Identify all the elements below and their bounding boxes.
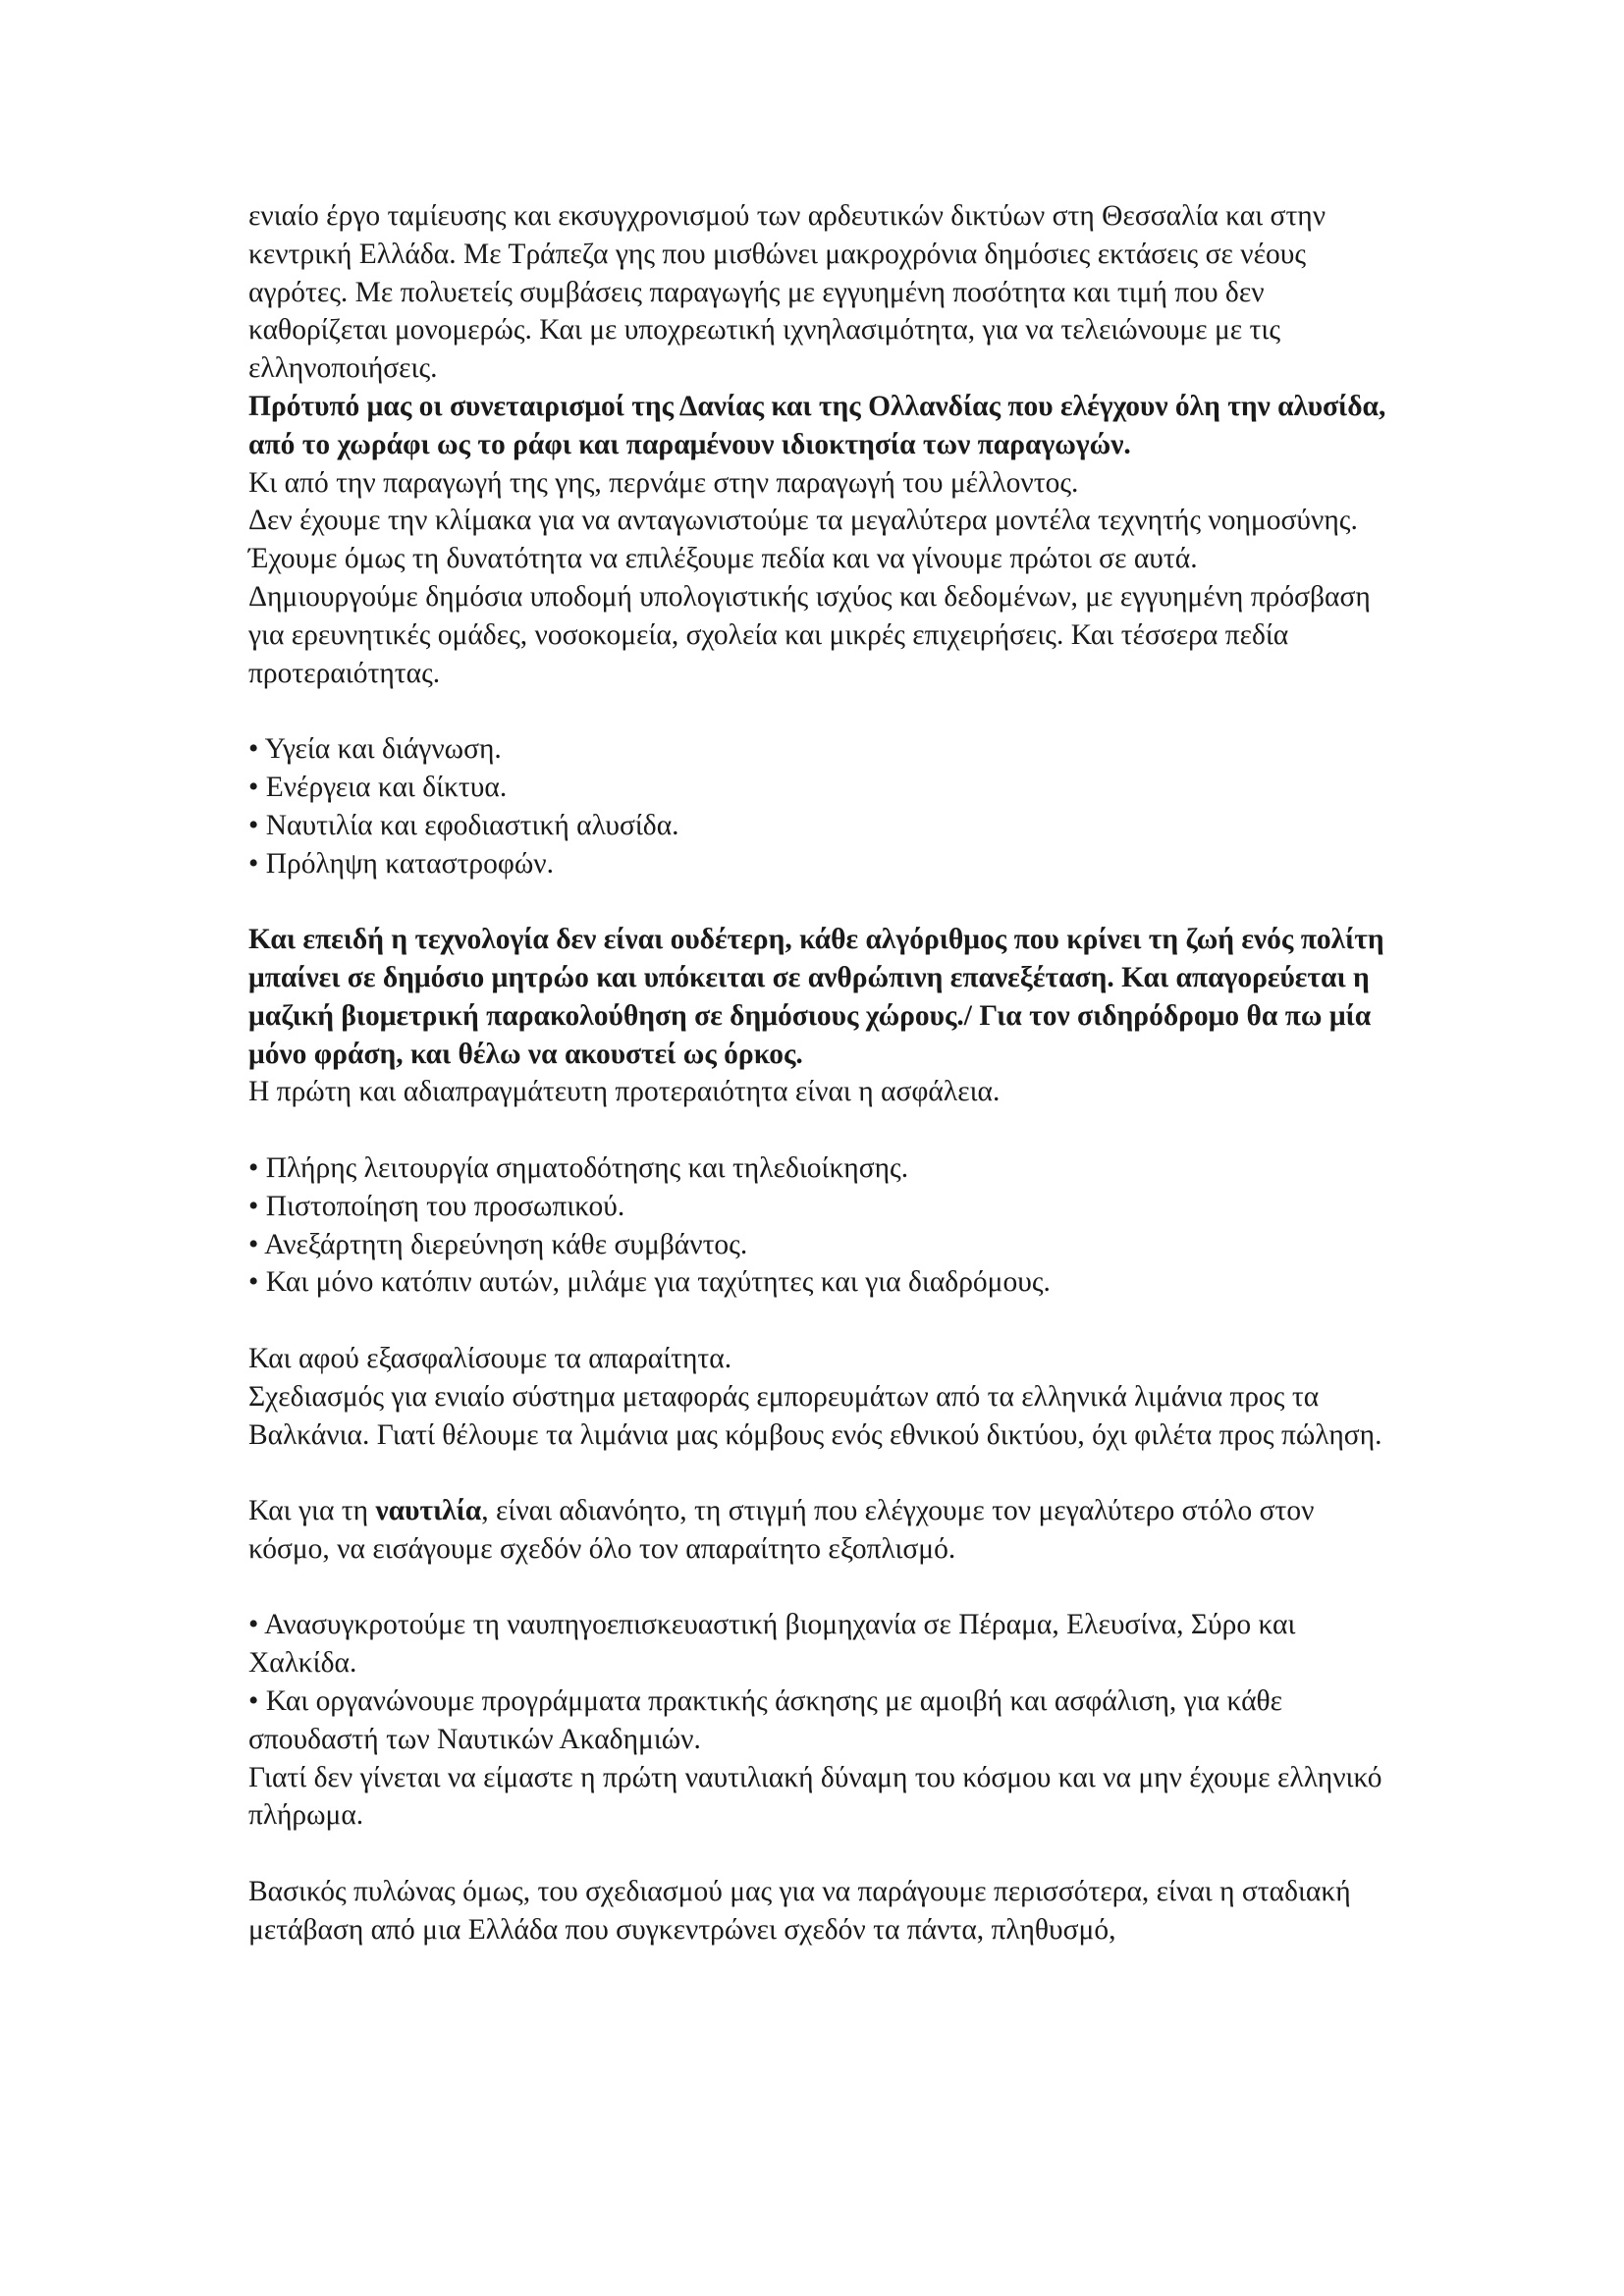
paragraph-future-production: Κι από την παραγωγή της γης, περνάμε στην παραγωγή του μέλλοντος.	[248, 466, 1079, 499]
shipping-keyword-bold: ναυτιλία	[375, 1495, 482, 1527]
list-item-rail: • Ανεξάρτητη διερεύνηση κάθε συμβάντος.	[248, 1228, 748, 1260]
paragraph-rail-safety: Η πρώτη και αδιαπραγμάτευτη προτεραιότητα είναι η ασφάλεια.	[248, 1076, 1001, 1108]
paragraph-after-essentials: Και αφού εξασφαλίσουμε τα απαραίτητα.	[248, 1342, 732, 1374]
paragraph-compute-infrastructure: Δημιουργούμε δημόσια υποδομή υπολογιστικής ισχύος και δεδομένων, με εγγυημένη πρόσβαση για ερευνητικές ομάδες, νοσοκομεία, σχολεία και μικρές επιχειρήσεις. Και τέσσερα πεδία προτεραιότητας.	[248, 580, 1371, 689]
shipping-intro-text: Και για τη	[248, 1495, 376, 1527]
list-item-ai-field: • Πρόληψη καταστροφών.	[248, 847, 554, 880]
paragraph-gap	[248, 1111, 1387, 1149]
paragraph-ai-scale: Δεν έχουμε την κλίμακα για να ανταγωνιστούμε τα μεγαλύτερα μοντέλα τεχνητής νοημοσύνης. Έχουμε όμως τη δυνατότητα να επιλέξουμε πεδία και να γίνουμε πρώτοι σε αυτά.	[248, 505, 1358, 575]
paragraph-irrigation: ενιαίο έργο ταμίευσης και εκσυγχρονισμού των αρδευτικών δικτύων στη Θεσσαλία και στην κεντρική Ελλάδα. Με Τράπεζα γης που μισθώνει μακροχρόνια δημόσιες εκτάσεις σε νέους αγρότες. Με πολυετείς συμβάσεις παραγωγής με εγγυημένη ποσότητα και τιμή που δεν καθορίζεται μονομερώς. Και με υποχρεωτική ιχνηλασιμότητα, για να τελειώνουμε με τις ελληνοποιήσεις.	[248, 200, 1326, 385]
list-item-shipping: • Και οργανώνουμε προγράμματα πρακτικής άσκησης με αμοιβή και ασφάλιση, για κάθε σπουδαστή των Ναυτικών Ακαδημιών.	[248, 1685, 1283, 1755]
list-item-ai-field: • Ενέργεια και δίκτυα.	[248, 771, 508, 803]
document-body	[248, 197, 1387, 1949]
shipping-rest-text: , είναι αδιανόητο, τη στιγμή που ελέγχουμε τον μεγαλύτερο στόλο στον κόσμο, να εισάγουμε σχεδόν όλο τον απαραίτητο εξοπλισμό.	[248, 1495, 1315, 1565]
list-item-ai-field: • Υγεία και διάγνωση.	[248, 733, 502, 766]
list-item-rail: • Πλήρης λειτουργία σηματοδότησης και τηλεδιοίκησης.	[248, 1151, 909, 1184]
list-item-shipping: • Ανασυγκροτούμε τη ναυπηγοεπισκευαστική βιομηχανία σε Πέραμα, Ελευσίνα, Σύρο και Χαλκίδα.	[248, 1609, 1296, 1680]
paragraph-gap	[248, 1835, 1387, 1873]
paragraph-cooperatives-bold: Πρότυπό μας οι συνεταιρισμοί της Δανίας και της Ολλανδίας που ελέγχουν όλη την αλυσίδα, από το χωράφι ως το ράφι και παραμένουν ιδιοκτησία των παραγωγών.	[248, 390, 1386, 460]
paragraph-gap	[248, 882, 1387, 921]
list-item-rail: • Πιστοποίηση του προσωπικού.	[248, 1190, 625, 1222]
paragraph-gap	[248, 1569, 1387, 1607]
paragraph-shipping	[248, 1492, 1387, 1569]
paragraph-gap	[248, 692, 1387, 730]
paragraph-decentralization: Βασικός πυλώνας όμως, του σχεδιασμού μας για να παράγουμε περισσότερα, είναι η σταδιακή μετάβαση από μια Ελλάδα που συγκεντρώνει σχεδόν τα πάντα, πληθυσμό,	[248, 1876, 1351, 1946]
paragraph-gap	[248, 1454, 1387, 1492]
list-item-ai-field: • Ναυτιλία και εφοδιαστική αλυσίδα.	[248, 809, 679, 841]
paragraph-algorithms-bold: Και επειδή η τεχνολογία δεν είναι ουδέτερη, κάθε αλγόριθμος που κρίνει τη ζωή ενός πολίτη μπαίνει σε δημόσιο μητρώο και υπόκειται σε ανθρώπινη επανεξέταση. Και απαγορεύεται η μαζική βιομετρική παρακολούθηση σε δημόσιους χώρους./ Για τον σιδηρόδρομο θα πω μία μόνο φράση, και θέλω να ακουστεί ως όρκος.	[248, 924, 1384, 1070]
list-item-rail: • Και μόνο κατόπιν αυτών, μιλάμε για ταχύτητες και για διαδρόμους.	[248, 1266, 1051, 1299]
paragraph-freight-plan: Σχεδιασμός για ενιαίο σύστημα μεταφοράς εμπορευμάτων από τα ελληνικά λιμάνια προς τα Βαλκάνια. Γιατί θέλουμε τα λιμάνια μας κόμβους ενός εθνικού δικτύου, όχι φιλέτα προς πώληση.	[248, 1380, 1382, 1451]
paragraph-gap	[248, 1302, 1387, 1340]
paragraph-greek-crew: Γιατί δεν γίνεται να είμαστε η πρώτη ναυτιλιακή δύναμη του κόσμου και να μην έχουμε ελληνικό πλήρωμα.	[248, 1761, 1382, 1832]
